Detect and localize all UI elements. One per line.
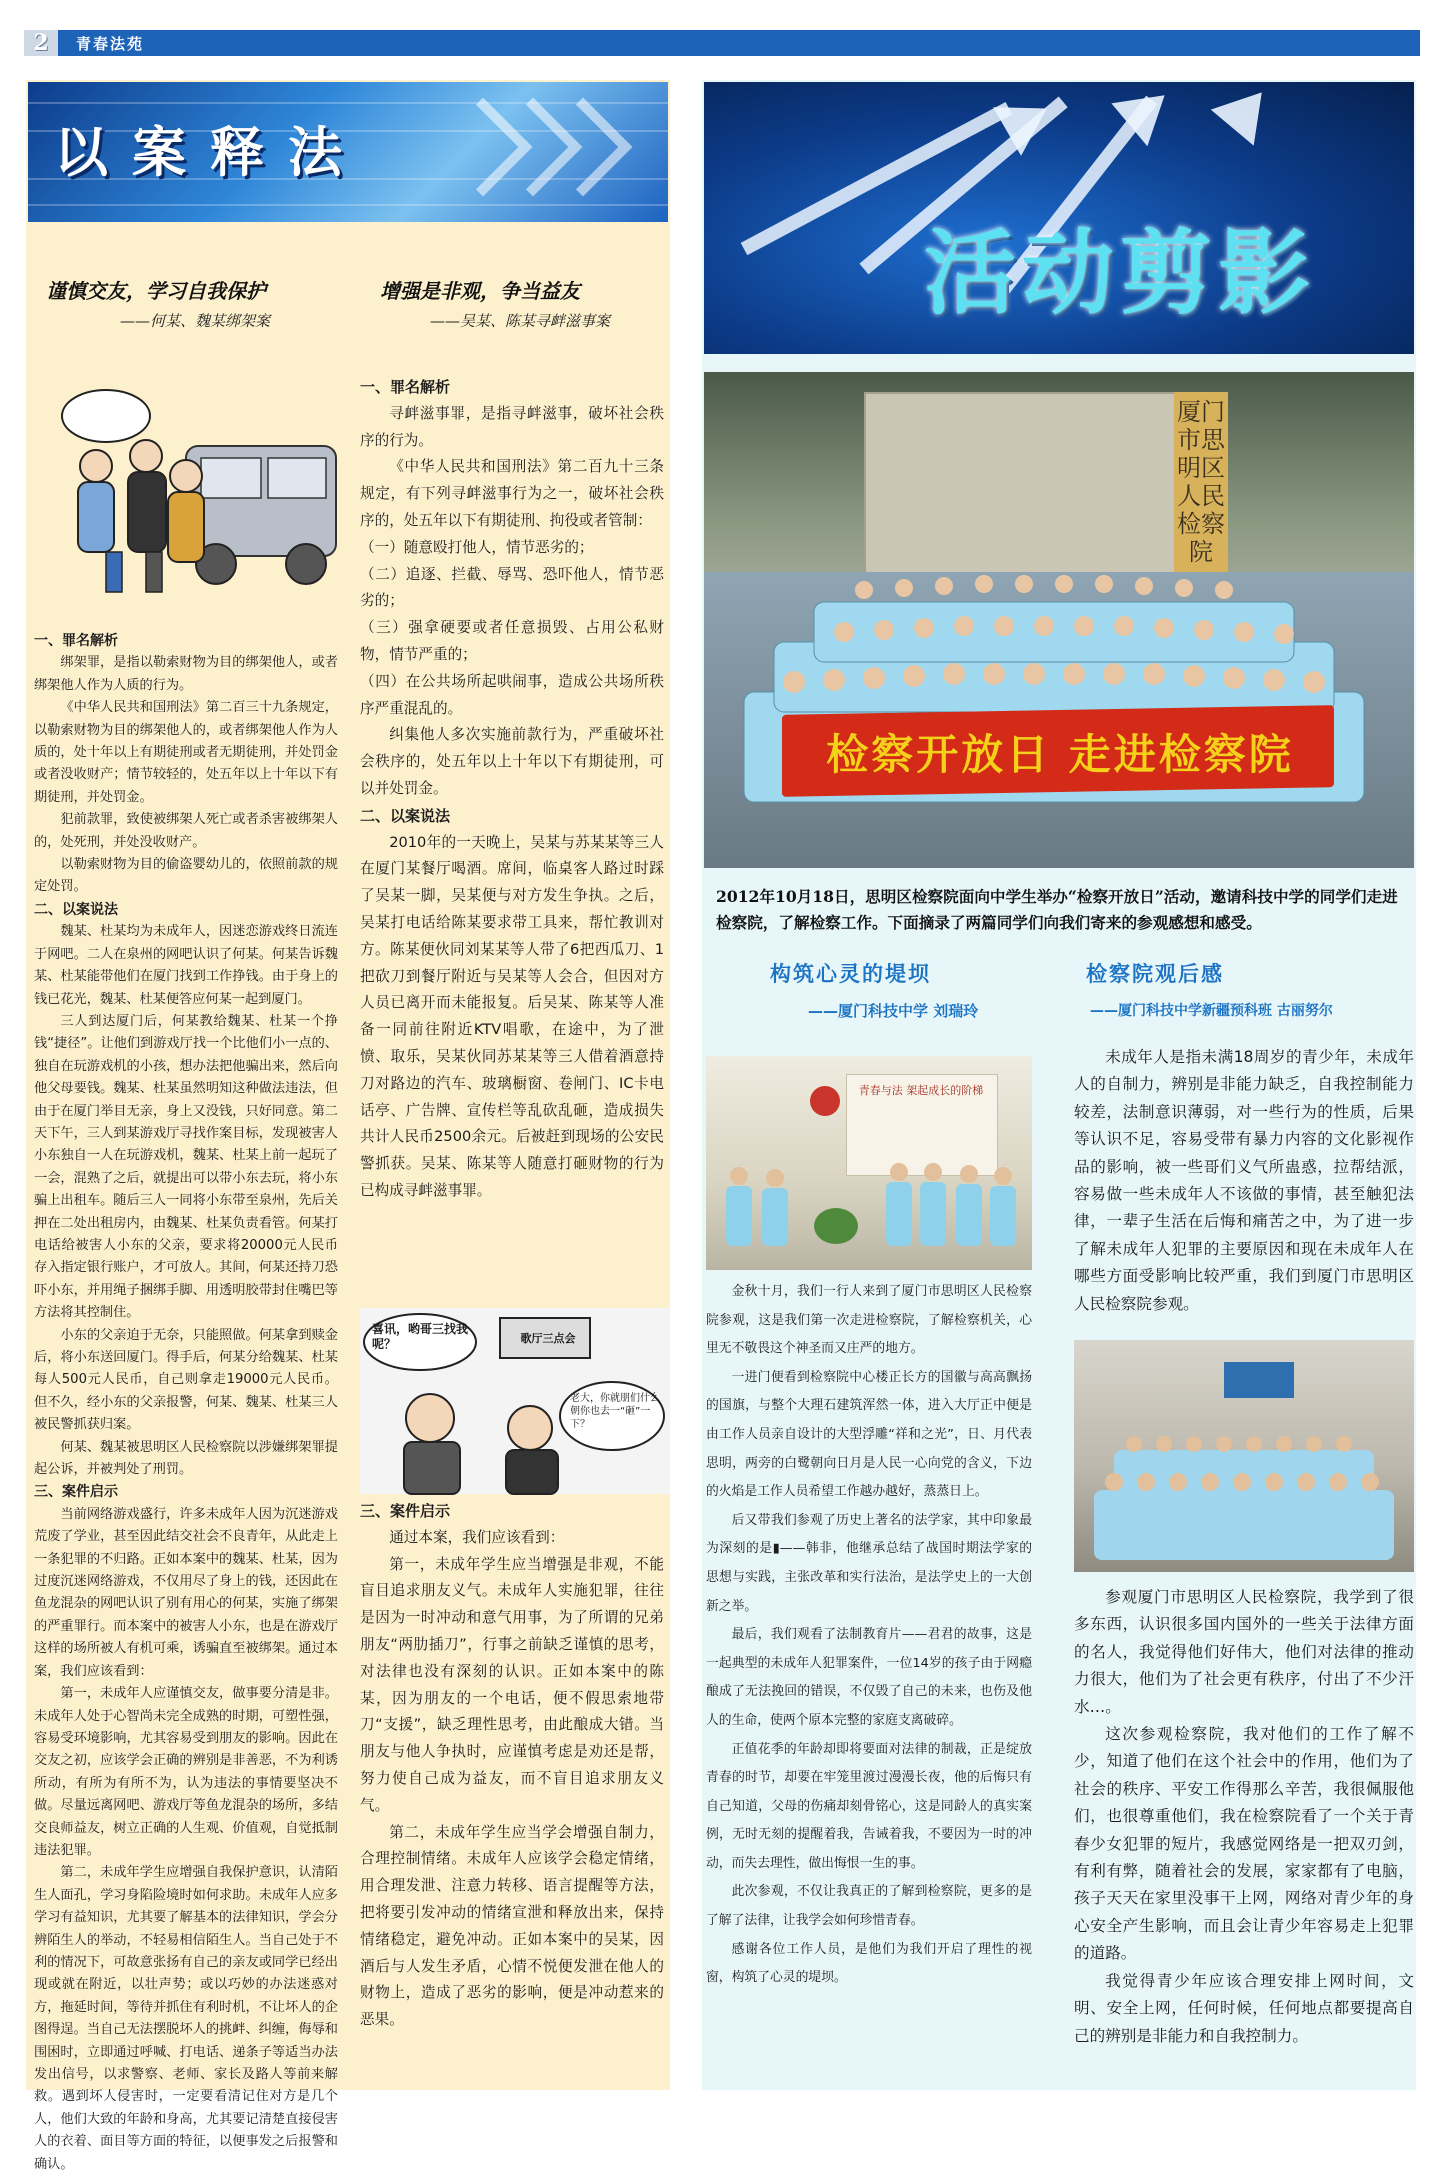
- paragraph: 犯前款罪，致使被绑架人死亡或者杀害被绑架人的，处死刑，并处没收财产。: [34, 812, 338, 850]
- sign-text: 歌厅三点会: [520, 1332, 576, 1345]
- page-header: [24, 30, 1420, 56]
- paragraph: 第一，未成年人应谨慎交友，做事要分清是非。未成年人处于心智尚未完全成熟的时期，可塑性强，容易受环境影响，尤其容易受到朋友的影响。因此在交友之初，应该学会正确的辨别是非善恶，不为利诱所动，有所为有所不为，认为违法的事情要坚决不做。尽量远离网吧、游戏厅等鱼龙混杂的场所，多结交良师益友，树立正确的人生观、价值观，自觉抵制违法犯罪。: [34, 1686, 338, 1858]
- article2-title: 检察院观后感: [1086, 962, 1224, 986]
- paragraph: 第二，未成年学生应当学会增强自制力，合理控制情绪。未成年人应该学会稳定情绪，用合理发泄、注意力转移、语言提醒等方法，把将要引发冲动的情绪宣泄和释放出来，保持情绪稳定，避免冲动。正如本案中的吴某，因酒后与人发生矛盾，心情不悦便发泄在他人的财物上，造成了恶劣的影响，便是冲动惹来的恶果。: [360, 1823, 664, 2029]
- case1-section-heading: 三、案件启示: [34, 1484, 118, 1501]
- paragraph: 一进门便看到检察院中心楼正长方的国徽与高高飘扬的国旗，与整个大理石建筑浑然一体，进入大厅正中便是由工作人员亲自设计的大型浮雕“祥和之光”，日、月代表思明，两旁的白鹭朝向日月是人民一心向党的含义，下边的火焰是工作人员希望工作越办越好，蒸蒸日上。: [706, 1369, 1032, 1500]
- article1-title: 构筑心灵的堤坝: [770, 962, 931, 986]
- case1-title: 谨慎交友，学习自我保护: [46, 279, 266, 303]
- right-banner: [704, 82, 1414, 354]
- article2-author: ——厦门科技中学新疆预科班 古丽努尔: [1090, 1003, 1333, 1019]
- case2-body-bottom: [360, 1498, 664, 2088]
- paragraph: 寻衅滋事罪，是指寻衅滋事，破坏社会秩序的行为。: [360, 404, 664, 449]
- photo-caption: 2012年10月18日，思明区检察院面向中学生举办“检察开放日”活动，邀请科技中学的同学们走进检察院，了解检察工作。下面摘录了两篇同学们向我们寄来的参观感想和感受。: [716, 887, 1398, 932]
- paragraph: 何某、魏某被思明区人民检察院以涉嫌绑架罪提起公诉，并被判处了刑罚。: [34, 1439, 338, 1478]
- visit-hall-photo: [706, 1056, 1032, 1270]
- hall-sign: 青春与法 架起成长的阶梯: [858, 1084, 984, 1097]
- paragraph: 2010年的一天晚上，吴某与苏某某等三人在厦门某餐厅喝酒。席间，临桌客人路过时踩了吴某一脚，吴某便与对方发生争执。之后，吴某打电话给陈某要求带工具来，帮忙教训对方。陈某便伙同刘某某等人带了6把西瓜刀、1把砍刀到餐厅附近与吴某等人会合，但因对方人员已离开而未能报复。后吴某、陈某等人准备一同前往附近KTV唱歌，在途中，为了泄愤、取乐，吴某伙同苏某某等三人借着酒意持刀对路边的汽车、玻璃橱窗、卷闸门、IC卡电话亭、广告牌、宣传栏等乱砍乱砸，造成损失共计人民币2500余元。后被赶到现场的公安民警抓获。吴某、陈某等人随意打砸财物的行为已构成寻衅滋事罪。: [360, 833, 664, 1199]
- cartoon-kidnapping-illustration: [36, 376, 346, 606]
- paragraph: 以勒索财物为目的偷盗婴幼儿的，依照前款的规定处罚。: [34, 857, 338, 895]
- paragraph: 三人到达厦门后，何某教给魏某、杜某一个挣钱“捷径”。让他们到游戏厅找一个比他们小一点的、独自在玩游戏机的小孩，想办法把他骗出来，然后向他父母要钱。魏某、杜某虽然明知这种做法违法，但由于在厦门举目无亲，身上又没钱，只好同意。第二天下午，三人到某游戏厅寻找作案目标，发现被害人小东独自一人在玩游戏机，魏某、杜某上前一起玩了一会，混熟了之后，就提出可以带小东去玩，将小东骗上出租车。随后三人一同将小东带至泉州，先后关押在二处出租房内，由魏某、杜某负责看管。何某打电话给被害人小东的父亲，要求将20000元人民币存入指定银行账户，才可放人。其间，何某还持刀恐吓小东，并用绳子捆绑手脚、用透明胶带封住嘴巴等方法将其控制住。: [34, 1013, 338, 1321]
- red-banner-text: 检察开放日 走进检察院: [826, 730, 1294, 779]
- article1-author: ——厦门科技中学 刘瑞玲: [808, 1002, 979, 1020]
- case2-section-heading: 一、罪名解析: [360, 378, 451, 396]
- case2-body-top: [360, 374, 664, 1304]
- case1-section-heading: 二、以案说法: [34, 901, 118, 918]
- cartoon-rampage-illustration: [360, 1308, 670, 1494]
- paragraph: 我觉得青少年应该合理安排上网时间，文明、安全上网，任何时候，任何地点都要提高自己的辨别是非能力和自我控制力。: [1074, 1971, 1414, 2045]
- paragraph: 第一，未成年学生应当增强是非观，不能盲目追求朋友义气。未成年人实施犯罪，往往是因为一时冲动和意气用事，为了所谓的兄弟朋友“两肋插刀”，行事之前缺乏谨慎的思考，对法律也没有深刻的认识。正如本案中的陈某，因为朋友的一个电话，便不假思索地带刀“支援”，缺乏理性思考，由此酿成大错。当朋友与他人争执时，应谨慎考虑是劝还是帮，努力使自己成为益友，而不盲目追求朋友义气。: [360, 1555, 664, 1814]
- case2-section-heading: 三、案件启示: [360, 1502, 451, 1520]
- arrow-decoration-icon: [1211, 74, 1283, 145]
- paragraph: 小东的父亲迫于无奈，只能照做。何某拿到赎金后，将小东送回厦门。得手后，何某分给魏某、杜某每人500元人民币，自己则拿走19000元人民币。但不久，经小东的父亲报警，何某、魏某、杜某三人被民警抓获归案。: [34, 1327, 338, 1433]
- paragraph: （一）随意殴打他人，情节恶劣的；: [360, 538, 594, 556]
- paragraph: 通过本案，我们应该看到：: [389, 1528, 565, 1546]
- paragraph: 后又带我们参观了历史上著名的法学家，其中印象最为深刻的是▮——韩非，他继承总结了战国时期法学家的思想与实践，主张改革和实行法治，是法学史上的一大创新之举。: [706, 1512, 1032, 1614]
- paragraph: 正值花季的年龄却即将要面对法律的制裁，正是绽放青春的时节，却要在牢笼里渡过漫漫长夜，他的后悔只有自己知道，父母的伤痛却刻骨铭心，这是同龄人的真实案例，无时无刻的提醒着我，告诫着我，不要因为一时的冲动，而失去理性，做出悔恨一生的事。: [706, 1741, 1032, 1871]
- case1-body: [34, 630, 338, 2172]
- paragraph: 此次参观，不仅让我真正的了解到检察院，更多的是了解了法律，让我学会如何珍惜青春。: [706, 1884, 1032, 1929]
- paragraph: 魏某、杜某均为未成年人，因迷恋游戏终日流连于网吧。二人在泉州的网吧认识了何某。何某告诉魏某、杜某能带他们在厦门找到工作挣钱。由于身上的钱已花光，魏某、杜某便答应何某一起到厦门。: [34, 924, 338, 1007]
- paragraph: 这次参观检察院，我对他们的工作了解不少，知道了他们在这个社会中的作用，他们为了社会的秩序、平安工作得那么辛苦，我很佩服他们，也很尊重他们，我在检察院看了一个关于青春少女犯罪的短片，我感觉网络是一把双刃剑，有利有弊，随着社会的发展，家家都有了电脑，孩子天天在家里没事干上网，网络对青少年的身心安全产生影响，而且会让青少年容易走上犯罪的道路。: [1074, 1725, 1414, 1963]
- banner-title: 以案释法: [54, 121, 366, 184]
- paragraph: 金秋十月，我们一行人来到了厦门市思明区人民检察院参观，这是我们第一次走进检察院，了解检察机关，心里无不敬畏这个神圣而又庄严的地方。: [706, 1284, 1032, 1357]
- section-name: 青春法苑: [76, 35, 145, 53]
- case1-subtitle: ——何某、魏某绑架案: [120, 312, 271, 330]
- article2-body-top: [1074, 1044, 1414, 1340]
- article2-body-bottom: [1074, 1584, 1414, 2086]
- paragraph: 《中华人民共和国刑法》第二百三十九条规定，以勒索财物为目的绑架他人的，或者绑架他人作为人质的，处十年以上有期徒刑或者无期徒刑，并处罚金或者没收财产；情节较轻的，处五年以上十年以下有期徒刑，并处罚金。: [34, 700, 338, 805]
- paragraph: 第二，未成年学生应增强自我保护意识，认清陌生人面孔，学习身陷险境时如何求助。未成年人应多学习有益知识，尤其要了解基本的法律知识，学会分辨陌生人的举动，不轻易相信陌生人。当自己处于不利的情况下，可故意张扬有自己的亲友或同学已经出现或就在附近，以壮声势；或以巧妙的办法迷惑对方，拖延时间，等待并抓住有利时机，不让坏人的企图得逞。当自己无法摆脱坏人的挑衅、纠缠，侮辱和围困时，立即通过呼喊、打电话、递条子等适当办法发出信号，以求警察、老师、家长及路人等前来解救。遇到坏人侵害时，一定要看清记住对方是几个人，他们大致的年龄和身高，尤其要记清楚直接侵害人的衣着、面目等方面的特征，以便事发之后报警和确认。: [34, 1865, 338, 2172]
- paragraph: 感谢各位工作人员，是他们为我们开启了理性的视窗，构筑了心灵的堤坝。: [706, 1941, 1032, 1986]
- paragraph: 参观厦门市思明区人民检察院，我学到了很多东西，认识很多国内国外的一些关于法律方面的名人，我觉得他们好伟大，他们对法律的推动力很大，他们为了社会更有秩序，付出了不少汗水…。: [1074, 1588, 1414, 1716]
- case2-title: 增强是非观，争当益友: [380, 279, 580, 303]
- paragraph: （三）强拿硬要或者任意损毁、占用公私财物，情节严重的；: [360, 619, 664, 663]
- case2-section-heading: 二、以案说法: [360, 806, 451, 825]
- group-photo: [704, 372, 1414, 868]
- building-sign: 厦门市思明区人民检察院: [1177, 398, 1225, 566]
- page-number: 2: [24, 30, 58, 56]
- article1-body: [706, 1278, 1032, 2084]
- right-banner-title: 活动剪影: [924, 220, 1317, 327]
- paragraph: 最后，我们观看了法制教育片——君君的故事，这是一起典型的未成年人犯罪案件，一位14岁的孩子由于网瘾酿成了无法挽回的错误，不仅毁了自己的未来，也伤及他人的生命，使两个原本完整的家庭支离破碎。: [706, 1627, 1032, 1728]
- paragraph: 绑架罪，是指以勒索财物为目的绑架他人，或者绑架他人作为人质的行为。: [34, 655, 338, 693]
- lecture-room-photo: [1074, 1340, 1414, 1572]
- left-banner: [28, 82, 668, 222]
- speech-bubble-2: 老大，你就朋们什么朝你也去一“砸”一下？: [570, 1393, 660, 1430]
- paragraph: （二）追逐、拦截、辱骂、恐吓他人，情节恶劣的；: [360, 565, 664, 610]
- paragraph: 当前网络游戏盛行，许多未成年人因为沉迷游戏荒废了学业，甚至因此结交社会不良青年，从此走上一条犯罪的不归路。正如本案中的魏某、杜某，因为过度沉迷网络游戏，不仅用尽了身上的钱，还因此在鱼龙混杂的网吧认识了别有用心的何某，实施了绑架的严重罪行。而本案中的被害人小东，也是在游戏厅这样的场所被人有机可乘，诱骗直至被绑架。通过本案，我们应该看到：: [34, 1506, 338, 1679]
- paragraph: 未成年人是指未满18周岁的青少年，未成年人的自制力，辨别是非能力缺乏，自我控制能力较差，法制意识薄弱，对一些行为的性质，后果等认识不足，容易受带有暴力内容的文化影视作品的影响，被一些哥们义气所蛊惑，拉帮结派，容易做一些未成年人不该做的事情，甚至触犯法律，一辈子生活在后悔和痛苦之中，为了进一步了解未成年人犯罪的主要原因和现在未成年人在哪些方面受影响比较严重，我们到厦门市思明区人民检察院参观。: [1074, 1048, 1414, 1313]
- paragraph: （四）在公共场所起哄闹事，造成公共场所秩序严重混乱的。: [360, 672, 664, 717]
- paragraph: 纠集他人多次实施前款行为，严重破坏社会秩序的，处五年以上十年以下有期徒刑，可以并处罚金。: [360, 726, 664, 797]
- case2-subtitle: ——吴某、陈某寻衅滋事案: [430, 312, 611, 330]
- speech-bubble-1: 喜讯，哟哥三找我呢？: [372, 1322, 469, 1351]
- case1-section-heading: 一、罪名解析: [34, 633, 118, 649]
- paragraph: 《中华人民共和国刑法》第二百九十三条规定，有下列寻衅滋事行为之一，破坏社会秩序的，处五年以下有期徒刑、拘役或者管制：: [360, 458, 664, 529]
